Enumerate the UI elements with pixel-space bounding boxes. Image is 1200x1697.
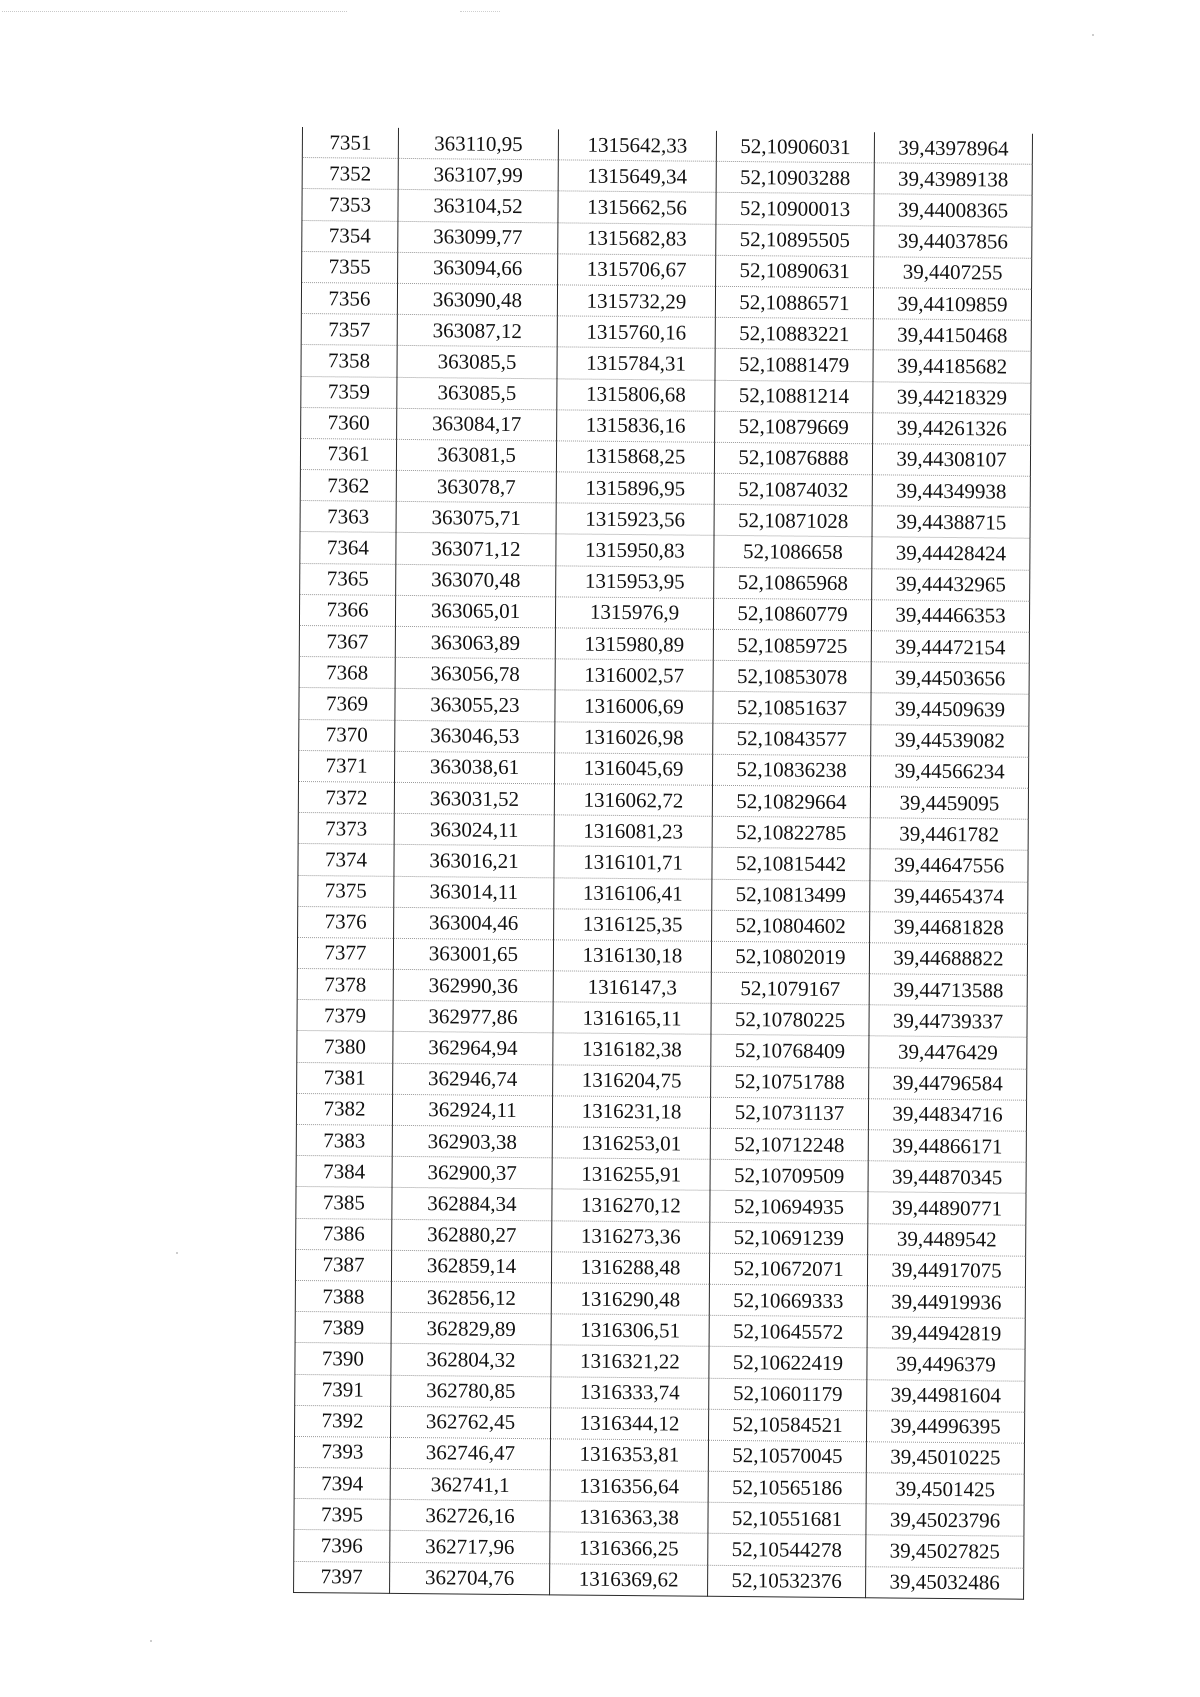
y-coordinate-cell: 1315784,31: [557, 347, 715, 380]
longitude-cell: 39,44866171: [868, 1130, 1026, 1163]
longitude-cell: 39,44349938: [872, 475, 1030, 508]
point-number-cell: 7376: [298, 906, 394, 938]
longitude-cell: 39,44796584: [869, 1067, 1027, 1100]
latitude-cell: 52,10802019: [711, 941, 869, 974]
coordinates-table-container: [293, 127, 1032, 1600]
x-coordinate-cell: 363055,23: [395, 689, 555, 722]
point-number-cell: 7371: [299, 750, 395, 782]
latitude-cell: 52,10881479: [715, 349, 873, 382]
longitude-cell: 39,44388715: [872, 506, 1030, 539]
x-coordinate-cell: 362856,12: [391, 1281, 551, 1314]
point-number-cell: 7362: [300, 470, 396, 502]
latitude-cell: 52,1086658: [714, 536, 872, 569]
y-coordinate-cell: 1315642,33: [558, 129, 716, 161]
x-coordinate-cell: 363078,7: [396, 470, 556, 503]
x-coordinate-cell: 363085,5: [397, 346, 557, 379]
latitude-cell: 52,10883221: [715, 317, 873, 350]
point-number-cell: 7360: [301, 407, 397, 439]
point-number-cell: 7396: [294, 1530, 390, 1562]
point-number-cell: 7365: [300, 563, 396, 595]
latitude-cell: 52,10829664: [712, 785, 870, 818]
x-coordinate-cell: 362884,34: [392, 1188, 552, 1221]
point-number-cell: 7351: [302, 127, 398, 159]
x-coordinate-cell: 362704,76: [390, 1562, 550, 1595]
longitude-cell: 39,44739337: [869, 1005, 1027, 1038]
latitude-cell: 52,10851637: [713, 692, 871, 725]
x-coordinate-cell: 363046,53: [395, 720, 555, 753]
latitude-cell: 52,10859725: [713, 629, 871, 662]
point-number-cell: 7391: [295, 1374, 391, 1406]
point-number-cell: 7374: [298, 844, 394, 876]
longitude-cell: 39,44261326: [873, 412, 1031, 445]
point-number-cell: 7372: [298, 781, 394, 813]
y-coordinate-cell: 1316045,69: [554, 753, 712, 786]
point-number-cell: 7393: [294, 1436, 390, 1468]
longitude-cell: 39,44890771: [868, 1192, 1026, 1225]
y-coordinate-cell: 1315953,95: [556, 565, 714, 598]
x-coordinate-cell: 362746,47: [390, 1437, 550, 1470]
latitude-cell: 52,1079167: [711, 972, 869, 1005]
longitude-cell: 39,44539082: [871, 724, 1029, 757]
longitude-cell: 39,4489542: [868, 1223, 1026, 1256]
x-coordinate-cell: 362741,1: [390, 1468, 550, 1501]
x-coordinate-cell: 362880,27: [392, 1219, 552, 1252]
y-coordinate-cell: 1316356,64: [550, 1470, 708, 1503]
longitude-cell: 39,44109859: [873, 288, 1031, 321]
y-coordinate-cell: 1316253,01: [552, 1127, 710, 1160]
latitude-cell: 52,10815442: [712, 848, 870, 881]
x-coordinate-cell: 362780,85: [391, 1375, 551, 1408]
longitude-cell: 39,44503656: [871, 662, 1029, 695]
latitude-cell: 52,10876888: [714, 442, 872, 475]
latitude-cell: 52,10900013: [716, 193, 874, 226]
point-number-cell: 7378: [297, 969, 393, 1001]
latitude-cell: 52,10544278: [708, 1534, 866, 1567]
longitude-cell: 39,4476429: [869, 1036, 1027, 1069]
latitude-cell: 52,10822785: [712, 816, 870, 849]
point-number-cell: 7384: [296, 1156, 392, 1188]
y-coordinate-cell: 1316288,48: [551, 1252, 709, 1285]
longitude-cell: 39,44654374: [870, 880, 1028, 913]
latitude-cell: 52,10843577: [713, 723, 871, 756]
coordinates-table-body: [294, 127, 1033, 1599]
longitude-cell: 39,44008365: [874, 194, 1032, 227]
longitude-cell: 39,44834716: [868, 1099, 1026, 1132]
y-coordinate-cell: 1316165,11: [553, 1002, 711, 1035]
latitude-cell: 52,10691239: [710, 1222, 868, 1255]
point-number-cell: 7377: [297, 937, 393, 969]
latitude-cell: 52,10669333: [709, 1284, 867, 1317]
point-number-cell: 7370: [299, 719, 395, 751]
longitude-cell: 39,44870345: [868, 1161, 1026, 1194]
y-coordinate-cell: 1315760,16: [557, 316, 715, 349]
y-coordinate-cell: 1315868,25: [556, 441, 714, 474]
x-coordinate-cell: 362829,89: [391, 1312, 551, 1345]
scan-speck: [1092, 34, 1094, 36]
y-coordinate-cell: 1316125,35: [554, 909, 712, 942]
y-coordinate-cell: 1316231,18: [552, 1096, 710, 1129]
x-coordinate-cell: 362946,74: [393, 1063, 553, 1096]
latitude-cell: 52,10672071: [709, 1253, 867, 1286]
point-number-cell: 7358: [301, 345, 397, 377]
longitude-cell: 39,44917075: [867, 1255, 1025, 1288]
x-coordinate-cell: 363024,11: [394, 813, 554, 846]
latitude-cell: 52,10565186: [708, 1471, 866, 1504]
scan-artifact-line: [460, 11, 500, 12]
y-coordinate-cell: 1315836,16: [557, 410, 715, 443]
point-number-cell: 7355: [302, 251, 398, 283]
coordinates-table: [293, 127, 1033, 1600]
scan-speck: [150, 1640, 152, 1642]
longitude-cell: 39,44713588: [869, 974, 1027, 1007]
longitude-cell: 39,44308107: [872, 444, 1030, 477]
point-number-cell: 7356: [301, 282, 397, 314]
longitude-cell: 39,43989138: [874, 163, 1032, 196]
x-coordinate-cell: 363107,99: [398, 159, 558, 192]
x-coordinate-cell: 363071,12: [396, 533, 556, 566]
x-coordinate-cell: 362804,32: [391, 1344, 551, 1377]
latitude-cell: 52,10601179: [709, 1378, 867, 1411]
longitude-cell: 39,44150468: [873, 319, 1031, 352]
point-number-cell: 7379: [297, 1000, 393, 1032]
y-coordinate-cell: 1316270,12: [552, 1189, 710, 1222]
latitude-cell: 52,10865968: [714, 567, 872, 600]
x-coordinate-cell: 363075,71: [396, 502, 556, 535]
x-coordinate-cell: 363099,77: [398, 221, 558, 254]
latitude-cell: 52,10853078: [713, 661, 871, 694]
longitude-cell: 39,44472154: [871, 631, 1029, 664]
x-coordinate-cell: 362762,45: [390, 1406, 550, 1439]
latitude-cell: 52,10903288: [716, 162, 874, 195]
longitude-cell: 39,44428424: [872, 537, 1030, 570]
y-coordinate-cell: 1316353,81: [550, 1439, 708, 1472]
y-coordinate-cell: 1316369,62: [550, 1563, 708, 1596]
longitude-cell: 39,44466353: [871, 600, 1029, 633]
point-number-cell: 7383: [296, 1124, 392, 1156]
x-coordinate-cell: 362924,11: [392, 1094, 552, 1127]
longitude-cell: 39,45027825: [866, 1535, 1024, 1568]
latitude-cell: 52,10836238: [712, 754, 870, 787]
longitude-cell: 39,4496379: [867, 1348, 1025, 1381]
longitude-cell: 39,4407255: [874, 257, 1032, 290]
point-number-cell: 7395: [294, 1499, 390, 1531]
y-coordinate-cell: 1315732,29: [557, 285, 715, 318]
y-coordinate-cell: 1316062,72: [554, 784, 712, 817]
x-coordinate-cell: 362726,16: [390, 1500, 550, 1533]
latitude-cell: 52,10584521: [708, 1409, 866, 1442]
point-number-cell: 7363: [300, 501, 396, 533]
y-coordinate-cell: 1316002,57: [555, 659, 713, 692]
y-coordinate-cell: 1315682,83: [558, 222, 716, 255]
x-coordinate-cell: 362964,94: [393, 1032, 553, 1065]
point-number-cell: 7359: [301, 376, 397, 408]
point-number-cell: 7366: [299, 594, 395, 626]
y-coordinate-cell: 1316204,75: [553, 1064, 711, 1097]
point-number-cell: 7392: [295, 1405, 391, 1437]
latitude-cell: 52,10731137: [710, 1097, 868, 1130]
latitude-cell: 52,10709509: [710, 1159, 868, 1192]
x-coordinate-cell: 363084,17: [397, 408, 557, 441]
latitude-cell: 52,10712248: [710, 1128, 868, 1161]
scan-artifact-line: [2, 11, 347, 12]
latitude-cell: 52,10881214: [715, 380, 873, 413]
latitude-cell: 52,10871028: [714, 505, 872, 538]
latitude-cell: 52,10532376: [708, 1565, 866, 1598]
point-number-cell: 7373: [298, 813, 394, 845]
y-coordinate-cell: 1316321,22: [551, 1345, 709, 1378]
x-coordinate-cell: 363110,95: [398, 128, 558, 160]
longitude-cell: 39,44681828: [870, 911, 1028, 944]
point-number-cell: 7361: [300, 438, 396, 470]
latitude-cell: 52,10874032: [714, 473, 872, 506]
y-coordinate-cell: 1315806,68: [557, 378, 715, 411]
longitude-cell: 39,44432965: [872, 568, 1030, 601]
y-coordinate-cell: 1315706,67: [558, 254, 716, 287]
point-number-cell: 7386: [296, 1218, 392, 1250]
x-coordinate-cell: 363031,52: [394, 782, 554, 815]
latitude-cell: 52,10622419: [709, 1347, 867, 1380]
longitude-cell: 39,44688822: [869, 943, 1027, 976]
latitude-cell: 52,10813499: [712, 879, 870, 912]
y-coordinate-cell: 1316290,48: [551, 1283, 709, 1316]
y-coordinate-cell: 1315649,34: [558, 160, 716, 193]
point-number-cell: 7380: [297, 1031, 393, 1063]
point-number-cell: 7367: [299, 625, 395, 657]
x-coordinate-cell: 363004,46: [394, 907, 554, 940]
longitude-cell: 39,44218329: [873, 381, 1031, 414]
point-number-cell: 7397: [294, 1561, 390, 1593]
latitude-cell: 52,10860779: [713, 598, 871, 631]
y-coordinate-cell: 1315950,83: [556, 534, 714, 567]
point-number-cell: 7388: [295, 1280, 391, 1312]
x-coordinate-cell: 363014,11: [394, 876, 554, 909]
x-coordinate-cell: 362990,36: [393, 969, 553, 1002]
point-number-cell: 7353: [302, 189, 398, 221]
latitude-cell: 52,10694935: [710, 1191, 868, 1224]
point-number-cell: 7369: [299, 688, 395, 720]
latitude-cell: 52,10780225: [711, 1004, 869, 1037]
x-coordinate-cell: 363070,48: [396, 564, 556, 597]
x-coordinate-cell: 363104,52: [398, 190, 558, 223]
y-coordinate-cell: 1315976,9: [555, 597, 713, 630]
latitude-cell: 52,10906031: [716, 131, 874, 163]
table-row: [294, 1561, 1024, 1599]
y-coordinate-cell: 1316006,69: [555, 690, 713, 723]
y-coordinate-cell: 1316130,18: [553, 940, 711, 973]
y-coordinate-cell: 1316363,38: [550, 1501, 708, 1534]
longitude-cell: 39,44037856: [874, 225, 1032, 258]
point-number-cell: 7385: [296, 1187, 392, 1219]
x-coordinate-cell: 362903,38: [392, 1125, 552, 1158]
point-number-cell: 7389: [295, 1312, 391, 1344]
point-number-cell: 7381: [297, 1062, 393, 1094]
latitude-cell: 52,10751788: [711, 1066, 869, 1099]
x-coordinate-cell: 363001,65: [393, 938, 553, 971]
y-coordinate-cell: 1316081,23: [554, 815, 712, 848]
longitude-cell: 39,44566234: [870, 756, 1028, 789]
y-coordinate-cell: 1316333,74: [551, 1376, 709, 1409]
y-coordinate-cell: 1315980,89: [555, 628, 713, 661]
y-coordinate-cell: 1315923,56: [556, 503, 714, 536]
y-coordinate-cell: 1316182,38: [553, 1033, 711, 1066]
point-number-cell: 7354: [302, 220, 398, 252]
y-coordinate-cell: 1316106,41: [554, 877, 712, 910]
y-coordinate-cell: 1316306,51: [551, 1314, 709, 1347]
point-number-cell: 7387: [295, 1249, 391, 1281]
x-coordinate-cell: 363063,89: [395, 626, 555, 659]
x-coordinate-cell: 363094,66: [398, 252, 558, 285]
longitude-cell: 39,4459095: [870, 787, 1028, 820]
latitude-cell: 52,10879669: [715, 411, 873, 444]
y-coordinate-cell: 1316101,71: [554, 846, 712, 879]
point-number-cell: 7357: [301, 314, 397, 346]
scan-speck: [176, 1252, 178, 1254]
x-coordinate-cell: 363056,78: [395, 658, 555, 691]
point-number-cell: 7352: [302, 158, 398, 190]
latitude-cell: 52,10890631: [716, 255, 874, 288]
y-coordinate-cell: 1315896,95: [556, 472, 714, 505]
latitude-cell: 52,10895505: [716, 224, 874, 257]
x-coordinate-cell: 362859,14: [391, 1250, 551, 1283]
latitude-cell: 52,10886571: [715, 286, 873, 319]
y-coordinate-cell: 1316366,25: [550, 1532, 708, 1565]
x-coordinate-cell: 363085,5: [397, 377, 557, 410]
longitude-cell: 39,44981604: [867, 1379, 1025, 1412]
longitude-cell: 39,45010225: [866, 1442, 1024, 1475]
longitude-cell: 39,4501425: [866, 1473, 1024, 1506]
longitude-cell: 39,45032486: [866, 1566, 1024, 1599]
longitude-cell: 39,45023796: [866, 1504, 1024, 1537]
x-coordinate-cell: 363090,48: [397, 283, 557, 316]
x-coordinate-cell: 363087,12: [397, 315, 557, 348]
point-number-cell: 7382: [296, 1093, 392, 1125]
longitude-cell: 39,44647556: [870, 849, 1028, 882]
y-coordinate-cell: 1316344,12: [550, 1408, 708, 1441]
x-coordinate-cell: 363081,5: [396, 439, 556, 472]
y-coordinate-cell: 1316273,36: [552, 1220, 710, 1253]
point-number-cell: 7390: [295, 1343, 391, 1375]
latitude-cell: 52,10645572: [709, 1315, 867, 1348]
x-coordinate-cell: 363016,21: [394, 845, 554, 878]
point-number-cell: 7364: [300, 532, 396, 564]
y-coordinate-cell: 1316147,3: [553, 971, 711, 1004]
point-number-cell: 7368: [299, 657, 395, 689]
longitude-cell: 39,44509639: [871, 693, 1029, 726]
longitude-cell: 39,44185682: [873, 350, 1031, 383]
x-coordinate-cell: 362900,37: [392, 1157, 552, 1190]
longitude-cell: 39,44996395: [866, 1410, 1024, 1443]
latitude-cell: 52,10804602: [712, 910, 870, 943]
longitude-cell: 39,44942819: [867, 1317, 1025, 1350]
y-coordinate-cell: 1315662,56: [558, 191, 716, 224]
point-number-cell: 7375: [298, 875, 394, 907]
point-number-cell: 7394: [294, 1468, 390, 1500]
x-coordinate-cell: 363038,61: [395, 751, 555, 784]
x-coordinate-cell: 362977,86: [393, 1001, 553, 1034]
latitude-cell: 52,10768409: [711, 1035, 869, 1068]
x-coordinate-cell: 362717,96: [390, 1531, 550, 1564]
x-coordinate-cell: 363065,01: [395, 595, 555, 628]
latitude-cell: 52,10551681: [708, 1503, 866, 1536]
latitude-cell: 52,10570045: [708, 1440, 866, 1473]
y-coordinate-cell: 1316255,91: [552, 1158, 710, 1191]
y-coordinate-cell: 1316026,98: [555, 721, 713, 754]
longitude-cell: 39,4461782: [870, 818, 1028, 851]
longitude-cell: 39,43978964: [874, 132, 1032, 164]
longitude-cell: 39,44919936: [867, 1286, 1025, 1319]
